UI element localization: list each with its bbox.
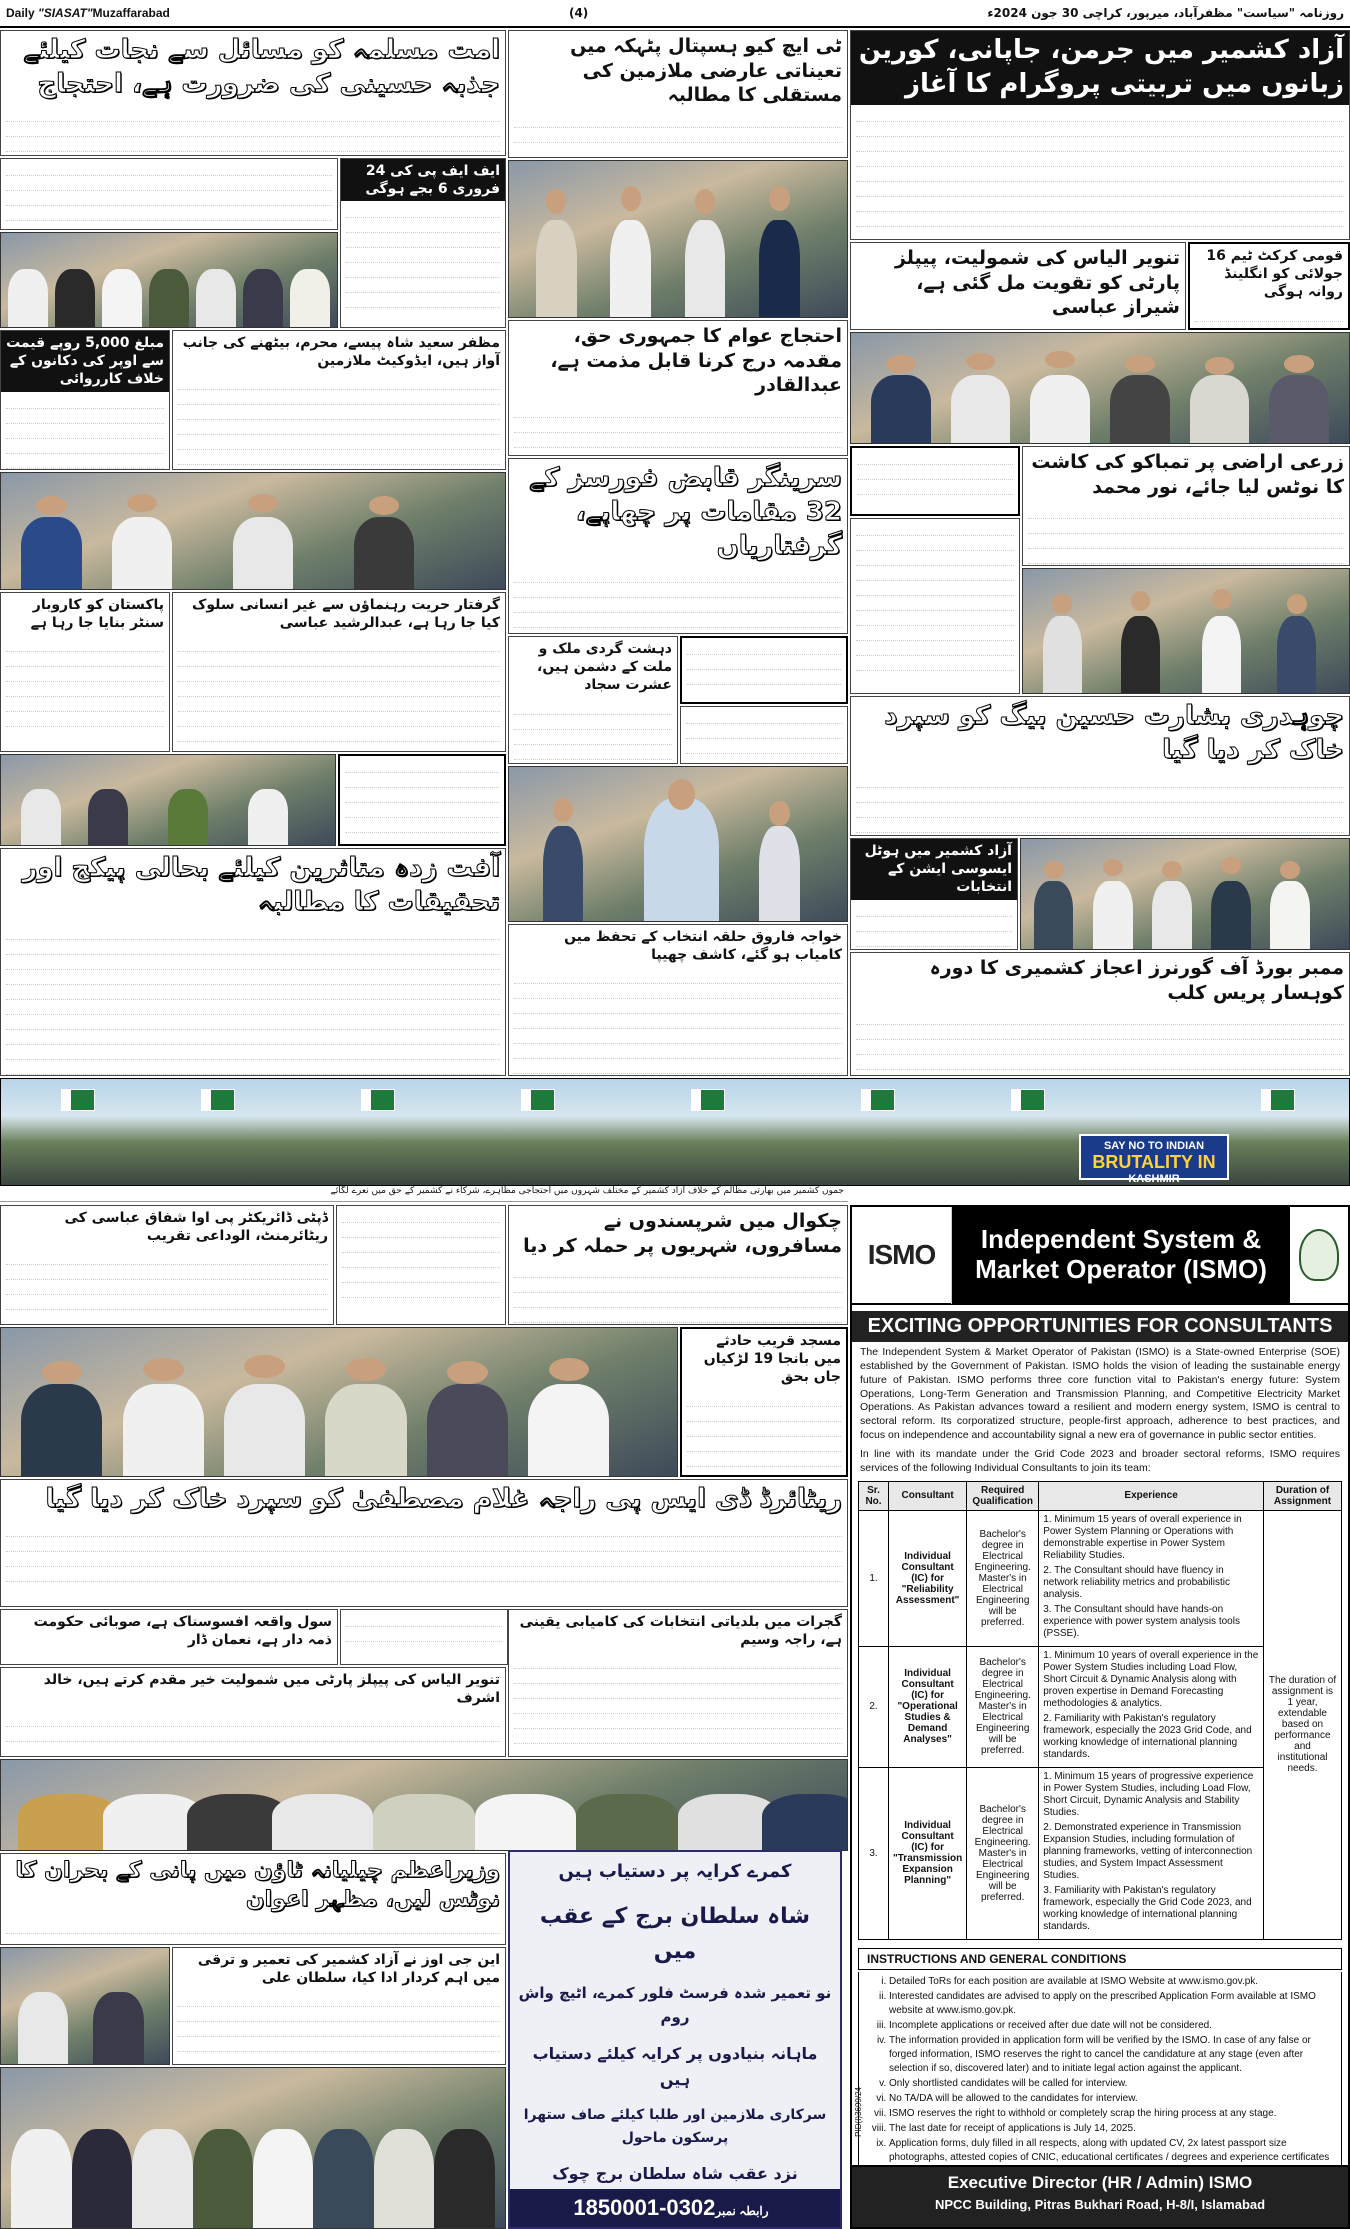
ismo-title-line-2: Market Operator (ISMO) [975,1254,1267,1284]
row-consultant: Individual Consultant (IC) for "Reliability Assessment" [889,1510,967,1646]
masthead-left [6,6,170,20]
headline: چوہدری بشارت حسین بیگ کو سپرد خاک کر دیا گیا [884,701,1344,765]
flag-icon [61,1089,95,1111]
headline: دہشت گردی ملک و ملت کے دشمن ہیں، عشرت سجاد [537,641,672,694]
headline: زرعی اراضی پر تمباکو کی کاشت کا نوٹس لیا جائے، نور محمد [1031,451,1344,498]
headline: ریٹائرڈ ڈی ایس پی راجہ غلام مصطفیٰ کو سپرد خاک کر دیا گیا [45,1484,842,1514]
pid-number: PID(I)3699/24 [854,2087,863,2137]
ismo-title-line-1: Independent System & [980,1224,1262,1255]
masthead [0,0,1350,28]
story-fp [340,158,506,328]
masthead-right: روزنامہ "سیاست" مظفرآباد، میرپور، کراچی 30 جون 2024ء [987,6,1344,20]
story-body [682,1390,846,1469]
story-body [851,771,1349,836]
story-khawaja-farooq [508,924,848,1076]
story-protest-right [508,320,848,456]
ismo-intro: The Independent System & Market Operator of Pakistan (ISMO) is a State-owned Enterprise (SOE) established by the Government of Pakistan. ISMO holds the vision of leading the sustainable energy future of Pakistan. ISMO performs three core function vital to Pakistan's energy future: System Operations, Long-Term Generation and Transmission Planning, and Competitive Electricity Market Operations. As Pakistan advances toward a resilient and modern energy system, ISMO is central to sectoral reform. Its corporatized structure, people-first approach, adherence to best practices, and focus on independence and accountability signal a new era of governance in public sector entities. [860,1346,1340,1442]
headline: ٹی ایچ کیو ہسپتال پٹہکہ میں تعیناتی عارضی ملازمین کی مستقلی کا مطالبہ [570,35,842,107]
instruction-item: iv. The information provided in application form will be verified by the ISMO. In case of any false or forged information, ISMO reserves the right to cancel the candidature at any stage (even after selection if so, discovered later) and to initiate legal action against the applicant. [889,2034,1335,2076]
row-no: 1. [859,1510,889,1646]
experience-item: 2. Familiarity with Pakistan's regulatory framework, especially the 2023 Grid Code, and working knowledge of international planning standards. [1043,1712,1252,1760]
rent-line-2: شاہ سلطان برج کے عقب میں [539,1903,811,1964]
banner-top: SAY NO TO INDIAN [1103,1140,1205,1152]
col-qualification: Required Qualification [967,1481,1039,1510]
ismo-title [952,1206,1290,1304]
row-experience [1039,1510,1264,1646]
government-crest-icon [1290,1206,1348,1304]
story-srinagar [508,458,848,634]
rent-line-5: سرکاری ملازمین اور طلبا کیلئے صاف ستھرا پرسکون ماحول [523,2107,827,2146]
story-dsp-burial [0,1479,848,1607]
story-press-club [850,952,1350,1076]
rent-line-3: نو تعمیر شدہ فرسٹ فلور کمرے، اٹیچ واش روم [518,1984,832,2027]
headline: این جی اوز نے آزاد کشمیر کی تعمیر و ترقی میں اہم کردار ادا کیا، سلطان علی [197,1952,500,1987]
story-cricket [1188,242,1350,330]
story-body [1,392,169,470]
story-tobacco [1022,446,1350,566]
photo-group-lower [0,1759,848,1851]
story-body [852,448,1018,497]
experience-item: 3. The Consultant should have hands-on experience with power system analysis tools (PSSE). [1043,1603,1240,1639]
story-body [1,635,169,729]
headline: آفت زدہ متاثرین کیلئے بحالی پیکج اور تحقیقات کا مطالبہ [22,853,500,917]
headline: آزاد کشمیر میں جرمن، جاپانی، کورین زبانوں میں تربیتی پروگرام کا آغاز [851,31,1349,105]
story-body [682,638,846,687]
story-5000 [0,330,170,470]
banner-main: BRUTALITY IN [1092,1152,1216,1172]
story-terror [508,636,678,764]
story-hurriyat [172,592,506,752]
story-body [1,159,337,223]
headline: سرینگر قابض فورسز کے 32 مقامات پر چھاپے، گرفتاریاں [529,463,842,561]
story-muzaffar-saeed [172,330,506,470]
photo-funeral-prayer [0,1327,678,1477]
masthead-prefix: Daily [6,6,39,20]
row-no: 3. [859,1767,889,1939]
ismo-footer [852,2165,1348,2227]
photo-small-1 [0,1947,170,2065]
headline: سول واقعہ افسوسناک ہے، صوبائی حکومت ذمہ دار ہے، نعمان ڈار [33,1614,332,1649]
experience-item: 2. Demonstrated experience in Transmission Expansion Studies, including formulation of planning frameworks, vetting of interconnection studies, and System Impact Assessment Studies. [1043,1821,1253,1881]
footer-address: NPCC Building, Pitras Bukhari Road, H-8/I, Islamabad [934,2197,1266,2212]
consultant-table [858,1481,1342,1940]
row-qualification: Bachelor's degree in Electrical Engineering. Master's in Electrical Engineering will be preferred. [967,1510,1039,1646]
row-consultant: Individual Consultant (IC) for "Transmission Expansion Planning" [889,1767,967,1939]
story-body [1190,305,1348,324]
masthead-name: "SIASAT" [38,6,93,20]
instructions-title: INSTRUCTIONS AND GENERAL CONDITIONS [858,1948,1342,1970]
story-body [1,1710,505,1757]
story-swat [0,1609,338,1665]
photo-meeting-4 [0,754,336,846]
story-tobacco-note [850,446,1020,516]
photo-meeting-1 [850,332,1350,444]
headline: آزاد کشمیر میں ہوٹل ایسوسی ایشن کے انتخابات [851,839,1017,900]
headline: وزیراعظم چیلیانہ ٹاؤن میں پانی کے بحران کا نوٹس لیں، مظہر اعوان [15,1858,500,1912]
flag-icon [1261,1089,1295,1111]
story-deputy-director [0,1205,334,1325]
headline: چکوال میں شرپسندوں نے مسافروں، شہریوں پر حملہ کر دیا [523,1210,842,1257]
story-box-left [338,754,506,846]
story-airport [336,1205,506,1325]
instruction-item: ix. Application forms, duly filled in all respects, along with updated CV, 2x latest passport size photographs, attested copies of CNIC, educational certificates / degrees and experience certificates [889,2137,1335,2179]
col-sr-no: Sr. No. [859,1481,889,1510]
story-hussaini [0,30,506,156]
ismo-logo-text: ISMO [867,1239,936,1270]
headline: ممبر بورڈ آف گورنرز اعجاز کشمیری کا دورہ کوہسار پریس کلب [929,957,1344,1004]
story-body [341,201,505,310]
photo-crowd-1 [0,232,338,328]
ismo-logo [852,1206,952,1304]
story-body [1023,502,1349,566]
col-consultant: Consultant [889,1481,967,1510]
story-body [173,373,505,467]
story-accident [680,1327,848,1477]
headline: خواجہ فاروق حلقہ انتخاب کے تحفظ میں کامیاب ہو گئے، کاشف چھیپا [564,929,842,964]
headline: مسجد قریب حادثے میں بانجا 19 لڑکیاں جاں بحق [703,1333,841,1386]
story-language-training [850,30,1350,240]
story-body [1,1520,847,1584]
table-row [859,1510,1342,1646]
story-side-small [340,1609,508,1665]
instruction-item: vii. ISMO reserves the right to withhold or completely scrap the hiring process at any stage. [889,2107,1335,2121]
story-body [681,707,847,756]
row-consultant: Individual Consultant (IC) for "Operational Studies & Demand Analyses" [889,1646,967,1767]
flag-icon [1011,1089,1045,1111]
row-no: 2. [859,1646,889,1767]
headline: مبلغ 5,000 روپے قیمت سے اوپر کی دکانوں کے خلاف کارروائی [1,331,169,392]
story-relief-package [0,848,506,1076]
flag-icon [521,1089,555,1111]
col-duration: Duration of Assignment [1264,1481,1342,1510]
rent-line-1: کمرے کرایہ پر دستیاب ہیں [558,1861,792,1882]
photo-protest-strip [0,1078,1350,1186]
row-experience [1039,1767,1264,1939]
rent-phone-number[interactable]: 0302-1850001 [573,2195,716,2220]
rent-phone[interactable] [510,2189,840,2227]
story-body [1,105,505,156]
story-body [173,1990,505,2054]
flag-icon [861,1089,895,1111]
story-body [1,923,505,1076]
protest-banner [1079,1134,1229,1185]
headline: ڈپٹی ڈائریکٹر پی اوا شفاق عباسی کی ریٹائرمنٹ، الوداعی تقریب [64,1210,328,1245]
story-body [341,1610,507,1644]
instruction-item: i. Detailed ToRs for each position are available at ISMO Website at www.ismo.gov.pk. [889,1975,1335,1989]
headline: تنویر الیاس کی پیپلز پارٹی میں شمولیت خیر مقدم کرتے ہیں، خالد اشرف [43,1672,500,1707]
story-body [340,756,504,835]
flag-icon [361,1089,395,1111]
story-body [509,1652,847,1757]
story-hospital [508,30,848,158]
instruction-item: ii. Interested candidates are advised to apply on the prescribed Application Form available at ISMO website at www.ismo.gov.pk. [889,1990,1335,2018]
instruction-item: iii. Incomplete applications or received after due date will not be considered. [889,2019,1335,2033]
footer-title: Executive Director (HR / Admin) ISMO [947,2173,1253,2192]
story-body [851,900,1017,950]
headline: تنویر الیاس کی شمولیت، پیپلز پارٹی کو تقویت مل گئی ہے، شیراز عباسی [894,247,1180,319]
story-body [509,111,847,158]
instructions-list [858,1972,1342,2184]
story-body [851,519,1019,673]
masthead-city: Muzaffarabad [92,6,170,20]
instruction-item: viii. The last date for receipt of applications is July 14, 2025. [889,2122,1335,2136]
story-body [851,105,1349,229]
ismo-advertisement [850,1205,1350,2229]
story-body [337,1206,505,1300]
story-body [1,1248,333,1325]
row-qualification: Bachelor's degree in Electrical Engineering. Master's in Electrical Engineering will be preferred. [967,1767,1039,1939]
photo-conference [508,766,848,922]
story-business [0,592,170,752]
story-body [173,635,505,744]
headline: قومی کرکٹ ٹیم 16 جولائی کو انگلینڈ روانہ ہوگی [1206,248,1343,301]
story-body [509,566,847,634]
story-burial [850,696,1350,836]
row-duration: The duration of assignment is 1 year, extendable based on performance and institutional needs. [1264,1510,1342,1939]
flag-icon [691,1089,725,1111]
banner-bottom: KASHMIR [1128,1173,1180,1185]
strip-caption: جموں کشمیر میں بھارتی مظالم کے خلاف آزاد کشمیر کے مختلف شہروں میں احتجاجی مظاہرے، شرکاء نے کشمیر کے حق میں نعرے لگائے [0,1186,848,1202]
headline: گرفتار حریت رہنماؤں سے غیر انسانی سلوک کیا جا رہا ہے، عبدالرشید عباسی [192,597,500,632]
story-gujrat [508,1609,848,1757]
headline: مظفر سعید شاہ پیسے، محرم، بیٹھنے کی جانب آواز ہیں، ایڈوکیٹ ملازمین [182,335,500,370]
ismo-subtitle: EXCITING OPPORTUNITIES FOR CONSULTANTS [852,1311,1348,1342]
row-qualification: Bachelor's degree in Electrical Engineering. Master's in Electrical Engineering will be preferred. [967,1646,1039,1767]
experience-item: 1. Minimum 15 years of progressive experience in Power System Studies, including Load Flow, Short Circuit, Dynamic Analysis and Stability Studies. [1043,1770,1254,1818]
story-mid-small [680,706,848,764]
experience-item: 2. The Consultant should have fluency in network reliability metrics and probabilistic analysis. [1043,1564,1230,1600]
experience-item: 1. Minimum 10 years of overall experience in the Power System Studies including Load Flow, Short Circuit & Dynamic Analysis along with proven expertise in Demand Forecasting methodologies & analytics. [1043,1649,1259,1709]
story-terror-box [680,636,848,704]
flag-icon [201,1089,235,1111]
story-body [509,698,677,764]
rent-line-6: نزد عقب شاہ سلطان برج چوک [552,2164,798,2184]
rent-line-4: ماہانہ بنیادوں پر کرایہ کیلئے دستیاب ہیں [532,2044,818,2089]
rooms-for-rent-ad [508,1850,842,2229]
story-chakwal [508,1205,848,1325]
story-khalid-ashraf [0,1667,506,1757]
story-water-crisis [0,1853,506,1945]
headline: احتجاج عوام کا جمہوری حق، مقدمہ درج کرنا قابل مذمت ہے، عبدالقادر [550,325,842,397]
experience-item: 3. Familiarity with Pakistan's regulatory framework, especially the Grid Code 2023, and working knowledge of international planning standards. [1043,1884,1252,1932]
story-ngos [172,1947,506,2065]
experience-item: 1. Minimum 15 years of overall experience in Power System Planning or Operations with demonstrable expertise in Power System Reliability Studies. [1043,1513,1242,1561]
headline: گجرات میں بلدیاتی انتخابات کی کامیابی یقینی ہے، راجہ وسیم [519,1614,842,1649]
rent-phone-label: رابطہ نمبر [715,2204,769,2218]
ismo-header [852,1207,1348,1305]
col-experience: Experience [1039,1481,1264,1510]
ismo-mandate: In line with its mandate under the Grid Code 2023 and broader sectoral reforms, ISMO requires services of the following Individual Consultants to join its team: [860,1448,1340,1474]
page-number: (4) [568,6,589,20]
story-tanveer-ilyas [850,242,1186,330]
story-small-right [850,518,1020,694]
story-body [851,1008,1349,1076]
headline: پاکستان کو کاروبار سنٹر بنایا جا رہا ہے [30,597,164,632]
story-body [851,323,1185,330]
story-body [509,967,847,1076]
headline: امت مسلمہ کو مسائل سے نجات کیلئے جذبہ حسینی کی ضرورت ہے، احتجاج [23,35,500,99]
story-body [509,1261,847,1325]
story-left-small [0,158,338,230]
photo-group-right [1020,838,1350,950]
headline: ایف ایف پی کی 24 فروری 6 بجے ہوگی [341,159,505,201]
story-body [1,1917,505,1945]
photo-meeting-2 [1022,568,1350,694]
photo-hospital [508,160,848,318]
instruction-item: v. Only shortlisted candidates will be called for interview. [889,2077,1335,2091]
photo-meeting-3 [0,472,506,590]
photo-group-bottom [0,2067,506,2229]
instruction-item: vi. No TA/DA will be allowed to the candidates for interview. [889,2092,1335,2106]
story-hotel [850,838,1018,950]
row-experience [1039,1646,1264,1767]
story-body [509,401,847,456]
table-header-row [859,1481,1342,1510]
